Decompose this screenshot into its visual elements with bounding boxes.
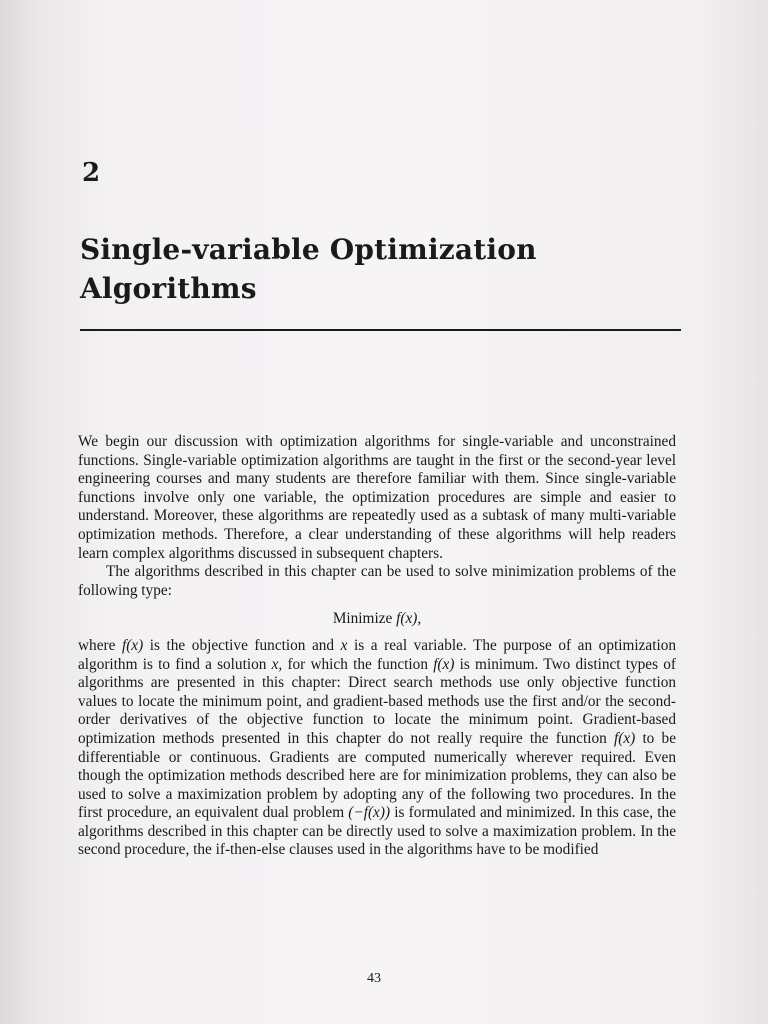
math-x: x	[340, 636, 348, 654]
text-segment: is the objective function and	[149, 636, 335, 654]
text-segment: is formulated and minimized. In this case, the algorithms described in this chapter can be directly used to solve a maximization problem. In the second procedure, the if-then-else clauses used in the algorithms have to be modified	[78, 804, 676, 859]
text-segment: is a real variable. The purpose of an optimization algorithm is to find a solution	[78, 636, 677, 673]
chapter-title-line-1: Single-variable Optimization	[80, 233, 537, 266]
bleed-through-text	[80, 30, 83, 46]
paragraph-intro: We begin our discussion with optimization algorithms for single-variable and unconstrained functions. Single-variable optimization algorithms are taught in the first or the second-year level engineering courses and many students are therefore familiar with them. Since single-variable functions involve only one variable, the optimization procedures are simple and easier to understand. Moreover, these algorithms are repeatedly used as a subtask of many multi-variable optimization methods. Therefore, a clear understanding of these algorithms will help readers learn complex algorithms discussed in subsequent chapters.	[78, 433, 676, 562]
equation-word: Minimize	[332, 610, 393, 628]
math-fx: f(x)	[121, 636, 144, 654]
chapter-number: 2	[82, 158, 101, 188]
math-fx: f(x)	[433, 655, 455, 673]
chapter-title-line-2: Algorithms	[80, 272, 257, 305]
chapter-title	[80, 230, 680, 308]
text-segment: is minimum. Two distinct types of algorithms are presented in this chapter: Direct search methods use only objective function values to locate the minimum point, and gradient-based methods use the first and/or the second-order derivatives of the objective function to locate the minimum point. Gradient-based optimization methods presented in this chapter do not really require the function	[78, 655, 676, 747]
equation-expression: f(x),	[396, 610, 422, 628]
text-segment: for which the function	[287, 655, 428, 673]
math-x: x,	[271, 655, 283, 673]
math-fx: f(x)	[613, 729, 636, 747]
display-equation	[78, 610, 676, 629]
page-number: 43	[367, 971, 381, 986]
body-text	[78, 433, 676, 860]
math-dual-problem: (−f(x))	[348, 804, 391, 822]
paragraph-problem-type: The algorithms described in this chapter can be used to solve minimization problems of the following type:	[78, 563, 676, 599]
paragraph-methods	[78, 637, 676, 860]
title-rule	[80, 329, 681, 331]
text-segment: to be differentiable or continuous. Gradients are computed numerically wherever required. Even though the optimization methods described here are for minimization problems, they can also be used to solve a maximization problem by adopting any of the following two procedures. In the first procedure, an equivalent dual problem	[78, 729, 676, 822]
text-where: where	[78, 636, 116, 654]
